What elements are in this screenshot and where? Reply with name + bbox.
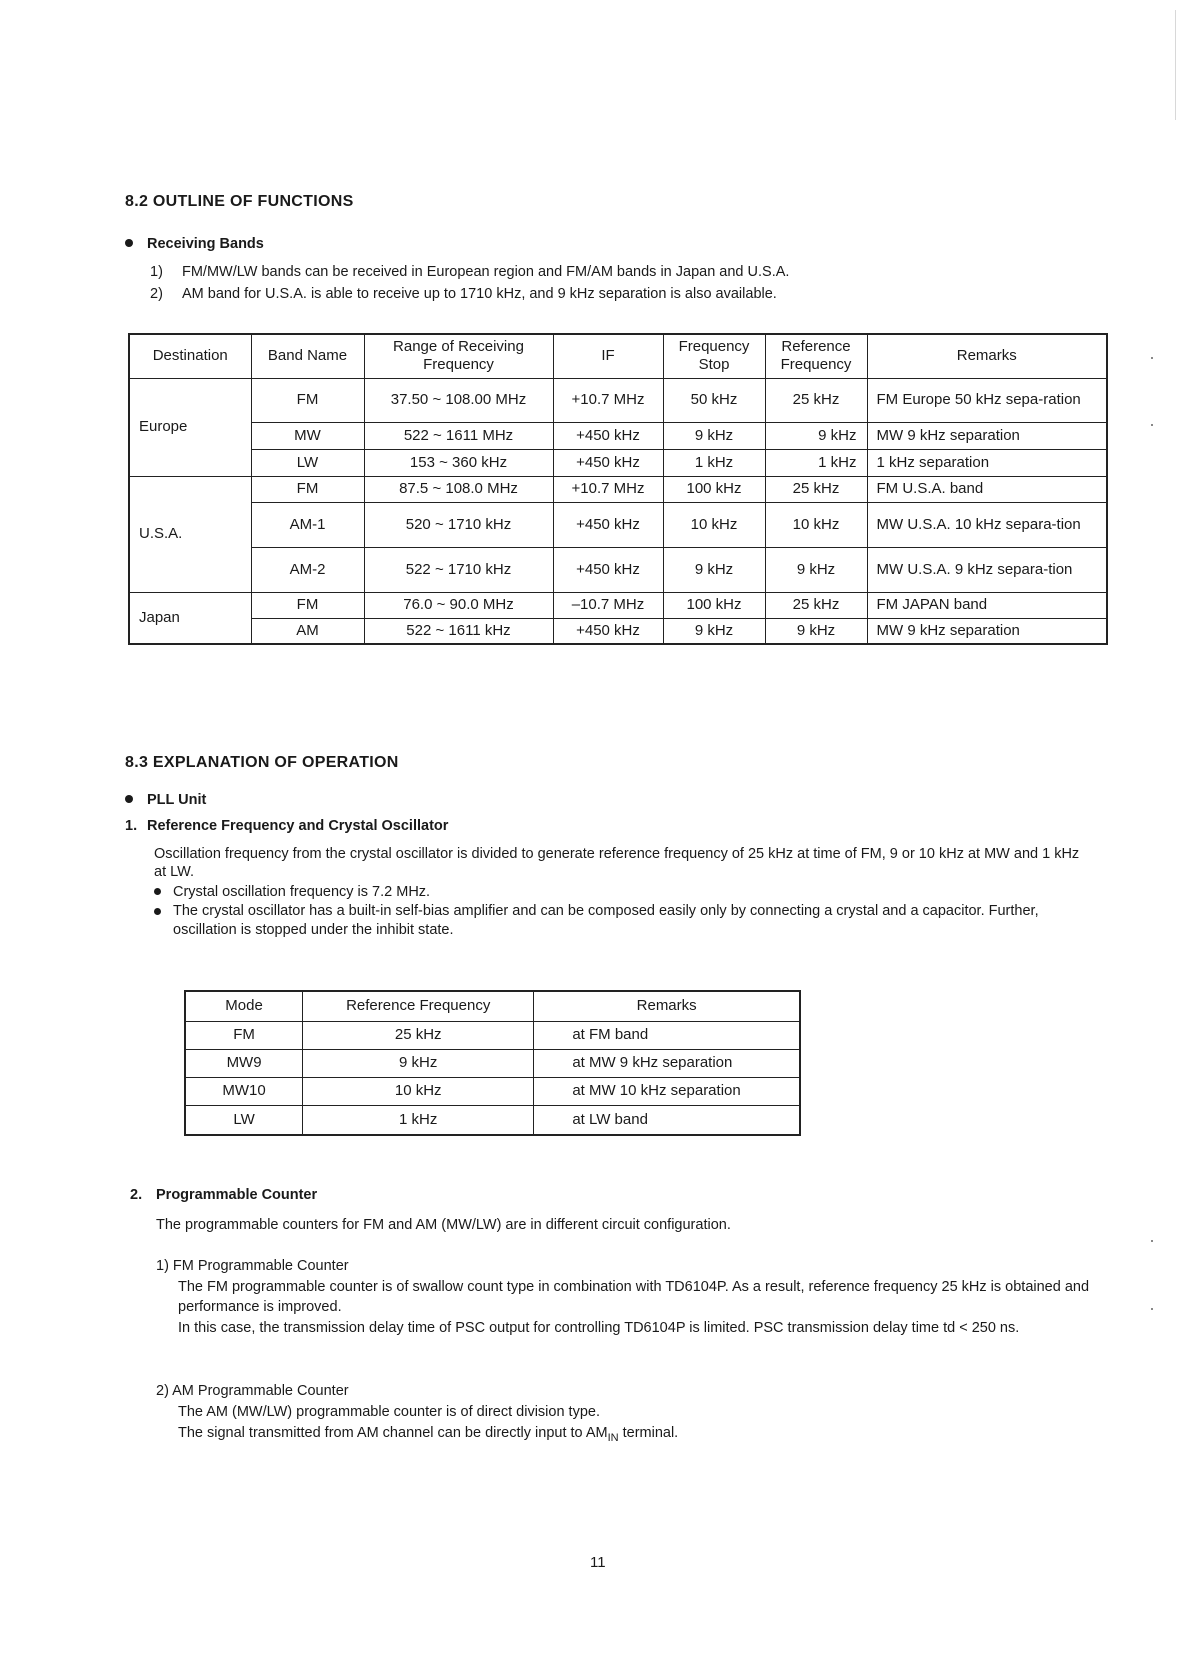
cell-stop: 9 kHz <box>663 618 765 644</box>
header-range: Range of Receiving Frequency <box>364 334 553 378</box>
table-row <box>129 618 1107 644</box>
cell-band: FM <box>251 476 364 502</box>
header-frequency-stop: Frequency Stop <box>663 334 765 378</box>
bullet-icon <box>154 908 161 915</box>
cell-stop: 100 kHz <box>663 592 765 618</box>
cell-ref: 9 kHz <box>303 1049 534 1077</box>
item-number: 1. <box>125 818 138 834</box>
pll-unit-label: PLL Unit <box>147 792 207 808</box>
cell-remarks: at FM band <box>534 1021 800 1049</box>
bullet-icon <box>154 888 161 895</box>
section-title-8-3: 8.3 EXPLANATION OF OPERATION <box>125 754 399 771</box>
item-title: Reference Frequency and Crystal Oscillator <box>147 818 449 834</box>
table-row <box>185 1077 800 1105</box>
destination-europe: Europe <box>129 378 251 476</box>
item1-heading <box>125 818 448 834</box>
table-row <box>185 1049 800 1077</box>
cell-band: AM-1 <box>251 502 364 547</box>
header-remarks: Remarks <box>534 991 800 1021</box>
cell-range: 87.5 ~ 108.0 MHz <box>364 476 553 502</box>
item1-bullet-1 <box>154 883 1084 901</box>
page-number: 11 <box>590 1554 606 1571</box>
cell-if: +450 kHz <box>553 547 663 592</box>
note-text: FM/MW/LW bands can be received in European region and FM/AM bands in Japan and U.S.A. <box>182 264 790 280</box>
table-row <box>129 378 1107 422</box>
cell-remarks: MW U.S.A. 10 kHz separa-tion <box>867 502 1107 547</box>
cell-band: LW <box>251 449 364 476</box>
fm-counter-para-1: The FM programmable counter is of swallow count type in combination with TD6104P. As a result, reference frequency 25 kHz is obtained and performance is improved. <box>178 1279 1090 1315</box>
cell-if: +450 kHz <box>553 618 663 644</box>
mode-table <box>184 990 801 1136</box>
cell-remarks: at MW 9 kHz separation <box>534 1049 800 1077</box>
note-1 <box>150 262 789 282</box>
receiving-bands-table <box>128 333 1108 645</box>
cell-if: –10.7 MHz <box>553 592 663 618</box>
table-row <box>129 502 1107 547</box>
note-number: 1) <box>150 264 163 280</box>
cell-stop: 9 kHz <box>663 547 765 592</box>
table-row <box>129 449 1107 476</box>
cell-range: 522 ~ 1611 MHz <box>364 422 553 449</box>
cell-range: 522 ~ 1710 kHz <box>364 547 553 592</box>
table-row <box>129 476 1107 502</box>
receiving-bands-heading <box>125 236 264 252</box>
item-number: 2. <box>130 1187 143 1203</box>
cell-ref: 10 kHz <box>303 1077 534 1105</box>
cell-remarks: MW 9 kHz separation <box>867 618 1107 644</box>
cell-stop: 50 kHz <box>663 378 765 422</box>
cell-ref: 1 kHz <box>303 1105 534 1135</box>
receiving-bands-label: Receiving Bands <box>147 236 264 252</box>
cell-range: 37.50 ~ 108.00 MHz <box>364 378 553 422</box>
item2-heading <box>130 1187 317 1203</box>
cell-mode: LW <box>185 1105 303 1135</box>
cell-if: +450 kHz <box>553 502 663 547</box>
table-row <box>185 1105 800 1135</box>
item1-bullet-2 <box>154 902 1074 940</box>
section-title-8-2: 8.2 OUTLINE OF FUNCTIONS <box>125 193 354 210</box>
para-text-end: terminal. <box>618 1425 679 1441</box>
cell-mode: MW9 <box>185 1049 303 1077</box>
cell-remarks: FM JAPAN band <box>867 592 1107 618</box>
cell-remarks: at LW band <box>534 1105 800 1135</box>
item1-paragraph: Oscillation frequency from the crystal oscillator is divided to generate reference frequency of 25 kHz at time of FM, 9 or 10 kHz at MW and 1 kHz at LW. <box>154 846 1080 880</box>
cell-band: AM-2 <box>251 547 364 592</box>
cell-remarks: at MW 10 kHz separation <box>534 1077 800 1105</box>
cell-ref: 25 kHz <box>303 1021 534 1049</box>
header-reference-frequency: Reference Frequency <box>765 334 867 378</box>
cell-mode: FM <box>185 1021 303 1049</box>
cell-range: 153 ~ 360 kHz <box>364 449 553 476</box>
cell-ref: 10 kHz <box>765 502 867 547</box>
cell-ref: 9 kHz <box>765 618 867 644</box>
header-mode: Mode <box>185 991 303 1021</box>
header-reference-frequency: Reference Frequency <box>303 991 534 1021</box>
para-text: The signal transmitted from AM channel can be directly input to AM <box>178 1425 608 1441</box>
bullet-text: The crystal oscillator has a built-in self-bias amplifier and can be composed easily only by connecting a crystal and a capacitor. Further, oscillation is stopped under the inhibit state. <box>173 903 1039 938</box>
header-destination: Destination <box>129 334 251 378</box>
destination-usa: U.S.A. <box>129 476 251 592</box>
item-title: Programmable Counter <box>156 1187 318 1203</box>
bullet-icon <box>125 239 133 247</box>
cell-range: 76.0 ~ 90.0 MHz <box>364 592 553 618</box>
scan-edge-mark <box>1175 10 1176 120</box>
note-2 <box>150 284 777 304</box>
table-row <box>185 1021 800 1049</box>
cell-range: 520 ~ 1710 kHz <box>364 502 553 547</box>
am-counter-para-1: The AM (MW/LW) programmable counter is of direct division type. <box>178 1404 600 1420</box>
header-if: IF <box>553 334 663 378</box>
scan-speck <box>1151 357 1153 359</box>
cell-band: FM <box>251 378 364 422</box>
pll-unit-heading <box>125 792 206 808</box>
cell-stop: 100 kHz <box>663 476 765 502</box>
am-counter-para-2 <box>178 1423 1108 1448</box>
cell-stop: 9 kHz <box>663 422 765 449</box>
header-band-name: Band Name <box>251 334 364 378</box>
scan-speck <box>1151 424 1153 426</box>
table-row <box>129 547 1107 592</box>
note-number: 2) <box>150 286 163 302</box>
note-text: AM band for U.S.A. is able to receive up to 1710 kHz, and 9 kHz separation is also available. <box>182 286 777 302</box>
cell-remarks: FM U.S.A. band <box>867 476 1107 502</box>
cell-if: +10.7 MHz <box>553 378 663 422</box>
cell-remarks: FM Europe 50 kHz sepa-ration <box>867 378 1107 422</box>
cell-ref: 25 kHz <box>765 592 867 618</box>
table-header-row <box>129 334 1107 378</box>
cell-range: 522 ~ 1611 kHz <box>364 618 553 644</box>
cell-remarks: MW U.S.A. 9 kHz separa-tion <box>867 547 1107 592</box>
cell-stop: 10 kHz <box>663 502 765 547</box>
bullet-icon <box>125 795 133 803</box>
destination-japan: Japan <box>129 592 251 644</box>
cell-ref: 25 kHz <box>765 476 867 502</box>
cell-ref: 1 kHz <box>765 449 867 476</box>
cell-if: +10.7 MHz <box>553 476 663 502</box>
cell-mode: MW10 <box>185 1077 303 1105</box>
scan-speck <box>1151 1308 1153 1310</box>
cell-band: MW <box>251 422 364 449</box>
item2-intro: The programmable counters for FM and AM (MW/LW) are in different circuit configuration. <box>156 1217 731 1233</box>
table-header-row <box>185 991 800 1021</box>
cell-ref: 25 kHz <box>765 378 867 422</box>
cell-ref: 9 kHz <box>765 422 867 449</box>
fm-counter-label: 1) FM Programmable Counter <box>156 1258 349 1274</box>
cell-if: +450 kHz <box>553 449 663 476</box>
cell-stop: 1 kHz <box>663 449 765 476</box>
table-row <box>129 422 1107 449</box>
am-counter-label: 2) AM Programmable Counter <box>156 1383 349 1399</box>
cell-remarks: 1 kHz separation <box>867 449 1107 476</box>
scan-speck <box>1151 1240 1153 1242</box>
cell-band: AM <box>251 618 364 644</box>
cell-if: +450 kHz <box>553 422 663 449</box>
header-remarks: Remarks <box>867 334 1107 378</box>
subscript-in: IN <box>607 1431 619 1444</box>
fm-counter-para-2: In this case, the transmission delay time of PSC output for controlling TD6104P is limited. PSC transmission delay time td < 250 ns. <box>178 1320 1020 1336</box>
bullet-text: Crystal oscillation frequency is 7.2 MHz. <box>173 884 431 900</box>
cell-remarks: MW 9 kHz separation <box>867 422 1107 449</box>
table-row <box>129 592 1107 618</box>
cell-ref: 9 kHz <box>765 547 867 592</box>
cell-band: FM <box>251 592 364 618</box>
